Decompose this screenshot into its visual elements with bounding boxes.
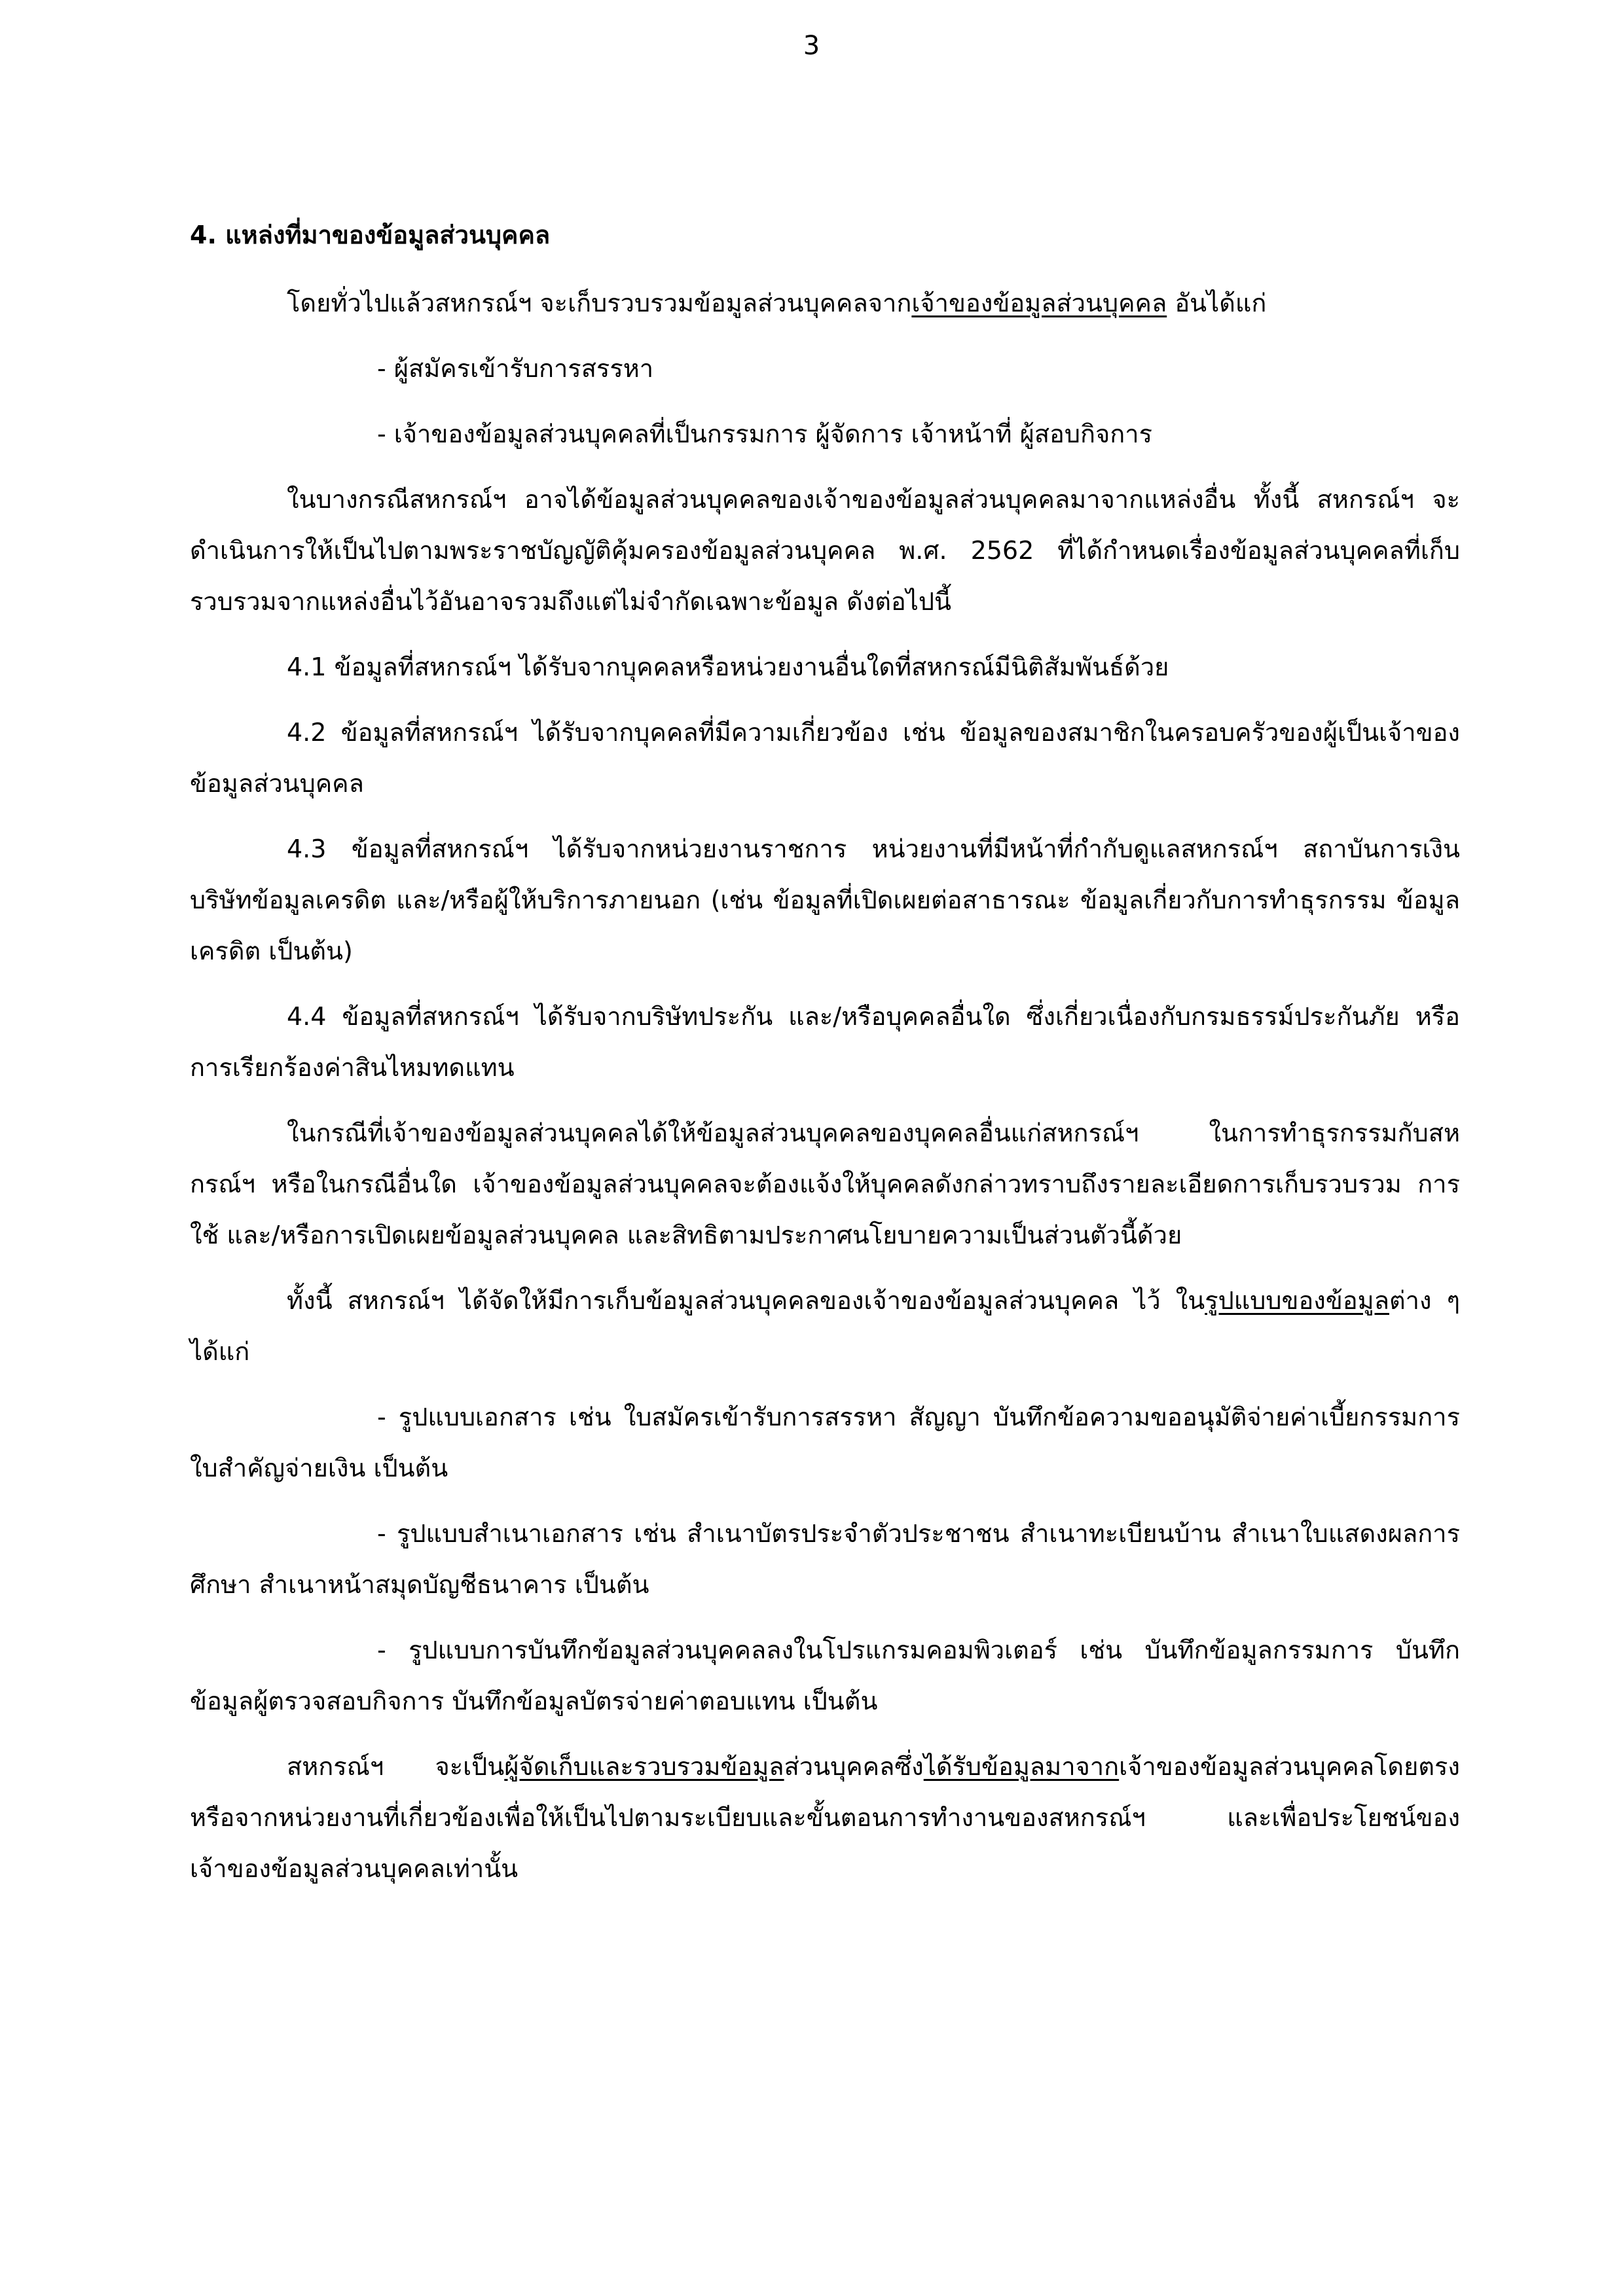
format-item: - รูปแบบสำเนาเอกสาร เช่น สำเนาบัตรประจำตัวประชาชน สำเนาทะเบียนบ้าน สำเนาใบแสดงผลการศึกษา สำเนาหน้าสมุดบัญชีธนาคาร เป็นต้น [190,1519,1460,1599]
source-item-4-2: 4.2 ข้อมูลที่สหกรณ์ฯ ได้รับจากบุคคลที่มีความเกี่ยวข้อง เช่น ข้อมูลของสมาชิกในครอบครัวของผู้เป็นเจ้าของข้อมูลส่วนบุคคล [190,718,1460,798]
formats-intro-text: ทั้งนี้ สหกรณ์ฯ ได้จัดให้มีการเก็บข้อมูลส่วนบุคคลของเจ้าของข้อมูลส่วนบุคคล ไว้ ใน [287,1286,1205,1315]
closing-underlined-2: ได้รับข้อมูลมาจาก [923,1752,1120,1781]
subject-item: - ผู้สมัครเข้ารับการสรรหา [377,354,654,383]
closing-text-2: ส่วนบุคคลซึ่ง [784,1752,924,1781]
page-number: 3 [803,31,820,61]
subject-item: - เจ้าของข้อมูลส่วนบุคคลที่เป็นกรรมการ ผู้จัดการ เจ้าหน้าที่ ผู้สอบกิจการ [377,420,1153,448]
source-item-4-4: 4.4 ข้อมูลที่สหกรณ์ฯ ได้รับจากบริษัทประกัน และ/หรือบุคคลอื่นใด ซึ่งเกี่ยวเนื่องกับกรมธรรม์ประกันภัย หรือการเรียกร้องค่าสินไหมทดแทน [190,1002,1460,1082]
intro-text-end: อันได้แก่ [1167,289,1267,317]
section-heading: 4. แหล่งที่มาของข้อมูลส่วนบุคคล [190,221,551,249]
other-sources-paragraph: ในบางกรณีสหกรณ์ฯ อาจได้ข้อมูลส่วนบุคคลของเจ้าของข้อมูลส่วนบุคคลมาจากแหล่งอื่น ทั้งนี้ สหกรณ์ฯ จะดำเนินการให้เป็นไปตามพระราชบัญญัติคุ้มครองข้อมูลส่วนบุคคล พ.ศ. 2562 ที่ได้กำหนดเรื่องข้อมูลส่วนบุคคลที่เก็บรวบรวมจากแหล่งอื่นไว้อันอาจรวมถึงแต่ไม่จำกัดเฉพาะข้อมูล ดังต่อไปนี้ [190,485,1460,616]
closing-text-1: สหกรณ์ฯ จะเป็น [287,1752,505,1781]
source-item-4-1: 4.1 ข้อมูลที่สหกรณ์ฯ ได้รับจากบุคคลหรือหน่วยงานอื่นใดที่สหกรณ์มีนิติสัมพันธ์ด้วย [287,653,1169,681]
intro-text: โดยทั่วไปแล้วสหกรณ์ฯ จะเก็บรวบรวมข้อมูลส่วนบุคคลจาก [287,289,912,317]
section-content [190,209,1460,1909]
closing-paragraph [190,1741,1460,1894]
intro-underlined-term: เจ้าของข้อมูลส่วนบุคคล [911,289,1167,317]
closing-text-3: เจ้าของข้อมูลส่วนบุคคลโดยตรง หรือจากหน่วยงานที่เกี่ยวข้องเพื่อให้เป็นไปตามระเบียบและขั้นตอนการทำงานของสหกรณ์ฯ และเพื่อประโยชน์ของเจ้าของข้อมูลส่วนบุคคลเท่านั้น [190,1752,1460,1883]
third-party-notice-paragraph: ในกรณีที่เจ้าของข้อมูลส่วนบุคคลได้ให้ข้อมูลส่วนบุคคลของบุคคลอื่นแก่สหกรณ์ฯ ในการทำธุรกรรมกับสหกรณ์ฯ หรือในกรณีอื่นใด เจ้าของข้อมูลส่วนบุคคลจะต้องแจ้งให้บุคคลดังกล่าวทราบถึงรายละเอียดการเก็บรวบรวม การใช้ และ/หรือการเปิดเผยข้อมูลส่วนบุคคล และสิทธิตามประกาศนโยบายความเป็นส่วนตัวนี้ด้วย [190,1119,1460,1249]
format-item: - รูปแบบการบันทึกข้อมูลส่วนบุคคลลงในโปรแกรมคอมพิวเตอร์ เช่น บันทึกข้อมูลกรรมการ บันทึกข้อมูลผู้ตรวจสอบกิจการ บันทึกข้อมูลบัตรจ่ายค่าตอบแทน เป็นต้น [190,1636,1460,1715]
format-item: - รูปแบบเอกสาร เช่น ใบสมัครเข้ารับการสรรหา สัญญา บันทึกข้อความขออนุมัติจ่ายค่าเบี้ยกรรมการ ใบสำคัญจ่ายเงิน เป็นต้น [190,1403,1460,1482]
formats-intro-text-end: ต่าง ๆ ได้แก่ [190,1286,1461,1366]
intro-paragraph [190,278,1460,329]
formats-intro-paragraph [190,1275,1460,1377]
source-item-4-3: 4.3 ข้อมูลที่สหกรณ์ฯ ได้รับจากหน่วยงานราชการ หน่วยงานที่มีหน้าที่กำกับดูแลสหกรณ์ฯ สถาบันการเงิน บริษัทข้อมูลเครดิต และ/หรือผู้ให้บริการภายนอก (เช่น ข้อมูลที่เปิดเผยต่อสาธารณะ ข้อมูลเกี่ยวกับการทำธุรกรรม ข้อมูลเครดิต เป็นต้น) [190,834,1460,965]
formats-underlined-term: รูปแบบของข้อมูล [1205,1286,1389,1315]
closing-underlined-1: ผู้จัดเก็บและรวบรวมข้อมูล [504,1752,784,1781]
